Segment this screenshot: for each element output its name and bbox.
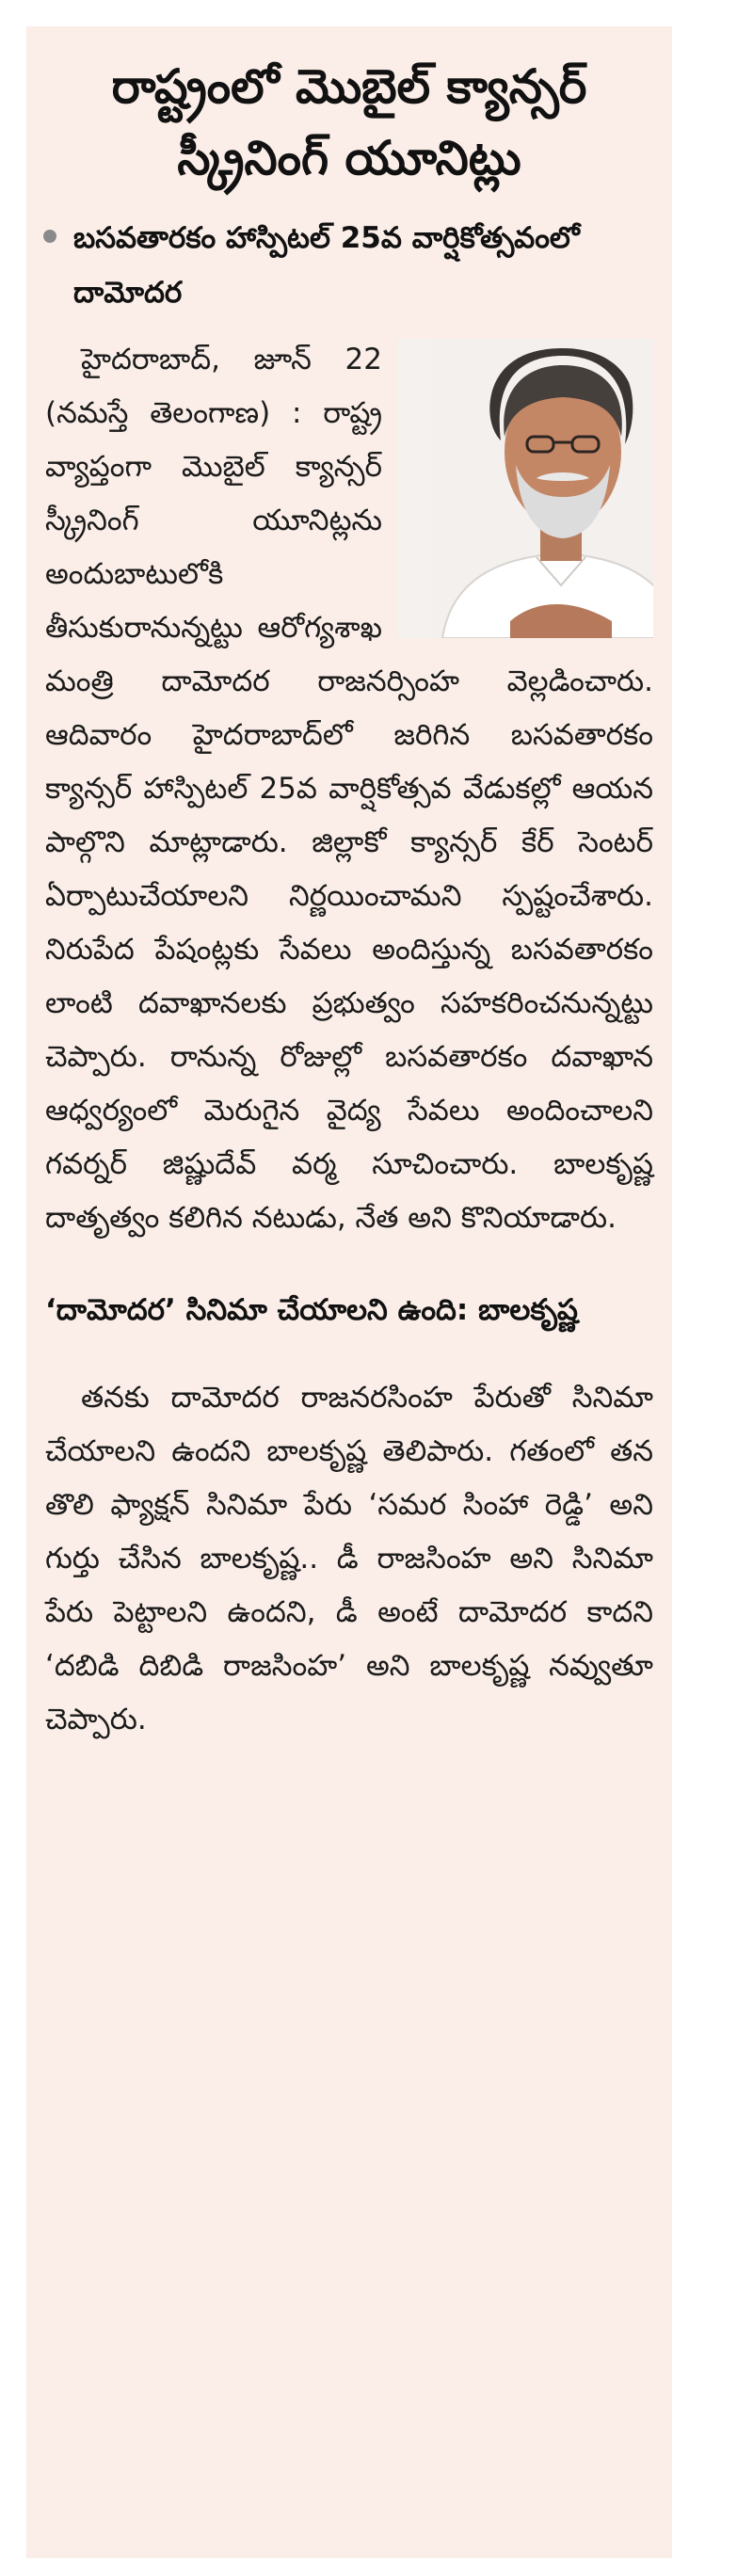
- headline: రాష్ట్రంలో మొబైల్ క్యాన్సర్ స్క్రీనింగ్ యూనిట్లు: [111, 59, 587, 185]
- lead-paragraph-block: [45, 333, 653, 1245]
- news-clipping: [26, 26, 672, 2558]
- portrait-illustration: [433, 339, 653, 638]
- subheadline-row: [43, 211, 649, 320]
- bullet-icon: [43, 230, 56, 243]
- subheadline: బసవతారకం హాస్పిటల్ 25వ వార్షికోత్సవంలో దామోదర: [73, 221, 580, 310]
- section-heading: ‘దామోదర’ సినిమా చేయాలని ఉంది: బాలకృష్ణ: [45, 1293, 579, 1327]
- lead-paragraph: హైదరాబాద్, జూన్ 22 (నమస్తే తెలంగాణ) : రాష్ట్ర వ్యాప్తంగా మొబైల్ క్యాన్సర్ స్క్రీనింగ్ యూనిట్లను అందుబాటులోకి తీసుకురానున్నట్టు ఆరోగ్యశాఖ మంత్రి దామోదర రాజనర్సింహ వెల్లడించారు. ఆదివారం హైదరాబాద్‌లో జరిగిన బసవతారకం క్యాన్సర్ హాస్పిటల్ 25వ వార్షికోత్సవ వేడుకల్లో ఆయన పాల్గొని మాట్లాడారు. జిల్లాకో క్యాన్సర్ కేర్ సెంటర్ ఏర్పాటుచేయాలని నిర్ణయించామని స్పష్టంచేశారు. నిరుపేద పేషంట్లకు సేవలు అందిస్తున్న బసవతారకం లాంటి దవాఖానలకు ప్రభుత్వం సహకరించనున్నట్టు చెప్పారు. రానున్న రోజుల్లో బసవతారకం దవాఖాన ఆధ్వర్యంలో మెరుగైన వైద్య సేవలు అందించాలని గవర్నర్ జిష్ణుదేవ్ వర్మ సూచించారు. బాలకృష్ణ దాతృత్వం కలిగిన నటుడు, నేత అని కొనియాడారు.: [45, 343, 653, 1235]
- section-paragraph: తనకు దామోదర రాజనరసింహ పేరుతో సినిమా చేయాలని ఉందని బాలకృష్ణ తెలిపారు. గతంలో తన తొలి ఫ్యాక్షన్ సినిమా పేరు ‘సమర సింహా రెడ్డి’ అని గుర్తు చేసిన బాలకృష్ణ.. డీ రాజసింహ అని సినిమా పేరు పెట్టాలని ఉందని, డీ అంటే దామోదర కాదని ‘దబిడి దిబిడి రాజసింహ’ అని బాలకృష్ణ నవ్వుతూ చెప్పారు.: [45, 1381, 653, 1736]
- portrait-photo: [397, 339, 653, 638]
